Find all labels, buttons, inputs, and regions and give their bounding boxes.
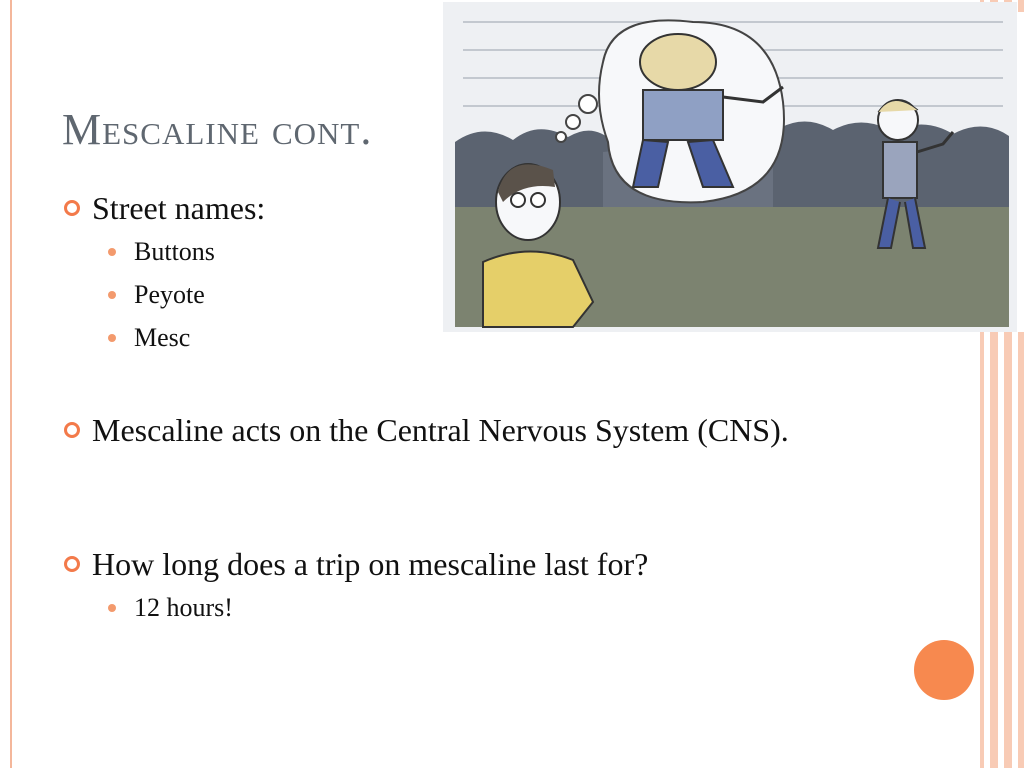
bullet-marker <box>64 200 80 216</box>
bullet-marker <box>64 422 80 438</box>
sub-bullet-marker <box>108 291 116 299</box>
sub-bullet-12-hours: 12 hours! <box>134 593 233 622</box>
sub-bullet-marker <box>108 248 116 256</box>
sub-bullet-buttons: Buttons <box>134 237 215 266</box>
slide-title: Mescaline cont. <box>62 105 373 154</box>
sub-bullet-marker <box>108 604 116 612</box>
bullet-cns: Mescaline acts on the Central Nervous System (CNS). <box>92 412 789 448</box>
bullet-marker <box>64 556 80 572</box>
decorative-circle <box>914 640 974 700</box>
bullet-trip-duration: How long does a trip on mescaline last for? <box>92 546 649 582</box>
sub-bullet-mesc: Mesc <box>134 323 191 352</box>
sub-bullet-marker <box>108 334 116 342</box>
right-decorative-stripes <box>976 332 1024 768</box>
sub-bullet-peyote: Peyote <box>134 280 205 309</box>
left-border-line <box>10 0 12 768</box>
bullet-street-names: Street names: <box>92 190 266 226</box>
cartoon-illustration <box>443 2 1017 332</box>
